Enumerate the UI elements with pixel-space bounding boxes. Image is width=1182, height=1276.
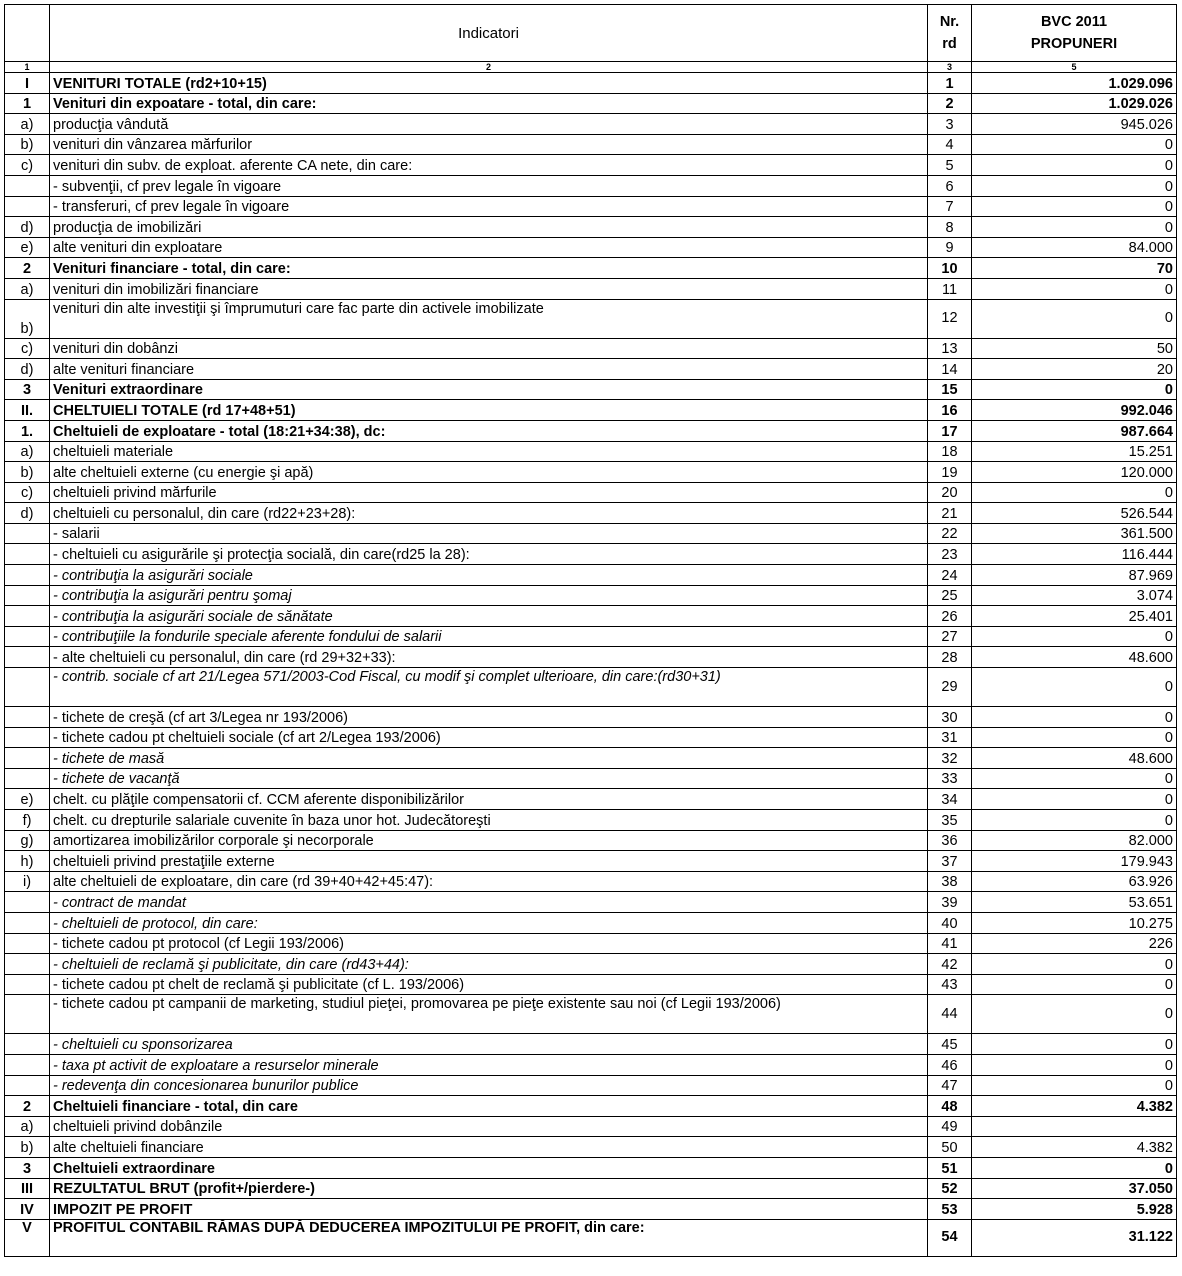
row-number: 35 (928, 810, 972, 831)
row-code: 1. (5, 420, 50, 441)
row-number: 36 (928, 830, 972, 851)
row-code: b) (5, 462, 50, 483)
row-code (5, 1075, 50, 1096)
table-row (5, 1137, 1177, 1158)
row-value: 20 (972, 359, 1177, 380)
row-indicator: - tichete cadou pt chelt de reclamă şi publicitate (cf L. 193/2006) (50, 974, 928, 995)
row-number: 2 (928, 93, 972, 114)
row-code (5, 175, 50, 196)
row-code: V (5, 1219, 50, 1256)
row-indicator: REZULTATUL BRUT (profit+/pierdere-) (50, 1178, 928, 1199)
row-number: 10 (928, 258, 972, 279)
row-indicator: cheltuieli privind prestaţiile externe (50, 851, 928, 872)
row-code: d) (5, 217, 50, 238)
row-code (5, 565, 50, 586)
row-code (5, 768, 50, 789)
row-number: 50 (928, 1137, 972, 1158)
row-indicator: amortizarea imobilizărilor corporale şi necorporale (50, 830, 928, 851)
row-code: a) (5, 1116, 50, 1137)
row-code (5, 727, 50, 748)
row-indicator: producţia vândută (50, 114, 928, 135)
row-number: 27 (928, 626, 972, 647)
row-indicator: - contribuţia la asigurări pentru şomaj (50, 585, 928, 606)
row-number: 18 (928, 441, 972, 462)
row-value: 120.000 (972, 462, 1177, 483)
row-value: 992.046 (972, 400, 1177, 421)
row-value: 48.600 (972, 748, 1177, 769)
header-nr-line1: Nr. (939, 14, 960, 30)
table-row (5, 217, 1177, 238)
column-number: 1 (5, 62, 50, 73)
row-value: 4.382 (972, 1096, 1177, 1117)
row-indicator: Cheltuieli extraordinare (50, 1157, 928, 1178)
row-value: 87.969 (972, 565, 1177, 586)
row-indicator: Venituri din expoatare - total, din care: (50, 93, 928, 114)
table-row (5, 93, 1177, 114)
row-value: 25.401 (972, 606, 1177, 627)
row-value: 0 (972, 175, 1177, 196)
row-code: I (5, 73, 50, 94)
row-number: 12 (928, 299, 972, 338)
table-row (5, 196, 1177, 217)
row-indicator: - contribuţia la asigurări sociale de sănătate (50, 606, 928, 627)
row-value: 10.275 (972, 912, 1177, 933)
row-code (5, 912, 50, 933)
row-code: 3 (5, 1157, 50, 1178)
row-indicator: cheltuieli privind mărfurile (50, 482, 928, 503)
header-bvc (972, 5, 1177, 62)
row-indicator: - contribuţia la asigurări sociale (50, 565, 928, 586)
row-value: 0 (972, 278, 1177, 299)
row-indicator: - tichete cadou pt cheltuieli sociale (cf art 2/Legea 193/2006) (50, 727, 928, 748)
row-code: c) (5, 338, 50, 359)
table-row (5, 258, 1177, 279)
row-indicator: - cheltuieli de protocol, din care: (50, 912, 928, 933)
row-value: 0 (972, 217, 1177, 238)
row-number: 51 (928, 1157, 972, 1178)
row-indicator: - cheltuieli de reclamă şi publicitate, din care (rd43+44): (50, 954, 928, 975)
table-row (5, 871, 1177, 892)
row-value: 0 (972, 1157, 1177, 1178)
row-value: 361.500 (972, 523, 1177, 544)
row-code: d) (5, 503, 50, 524)
row-number: 15 (928, 379, 972, 400)
table-row (5, 544, 1177, 565)
header-nr-rd (928, 5, 972, 62)
table-row (5, 585, 1177, 606)
row-value: 53.651 (972, 892, 1177, 913)
row-code: e) (5, 789, 50, 810)
row-value: 0 (972, 1034, 1177, 1055)
row-code: IV (5, 1199, 50, 1220)
row-code (5, 647, 50, 668)
row-number: 49 (928, 1116, 972, 1137)
table-row (5, 892, 1177, 913)
row-value (972, 1116, 1177, 1137)
row-indicator: - transferuri, cf prev legale în vigoare (50, 196, 928, 217)
table-row (5, 851, 1177, 872)
row-number: 23 (928, 544, 972, 565)
table-row (5, 1157, 1177, 1178)
row-code: 1 (5, 93, 50, 114)
row-indicator: - cheltuieli cu asigurările şi protecţia socială, din care(rd25 la 28): (50, 544, 928, 565)
row-value: 0 (972, 789, 1177, 810)
row-number: 16 (928, 400, 972, 421)
row-value: 70 (972, 258, 1177, 279)
row-number: 53 (928, 1199, 972, 1220)
row-number: 32 (928, 748, 972, 769)
table-row (5, 748, 1177, 769)
row-value: 37.050 (972, 1178, 1177, 1199)
row-value: 0 (972, 299, 1177, 338)
row-code: d) (5, 359, 50, 380)
row-value: 0 (972, 668, 1177, 707)
table-row (5, 830, 1177, 851)
row-indicator: Cheltuieli financiare - total, din care (50, 1096, 928, 1117)
row-indicator: producţia de imobilizări (50, 217, 928, 238)
row-value: 1.029.096 (972, 73, 1177, 94)
row-value: 0 (972, 134, 1177, 155)
row-value: 1.029.026 (972, 93, 1177, 114)
table-row (5, 810, 1177, 831)
row-code (5, 1054, 50, 1075)
row-indicator: - subvenţii, cf prev legale în vigoare (50, 175, 928, 196)
row-code (5, 626, 50, 647)
column-number-row (5, 62, 1177, 73)
row-number: 42 (928, 954, 972, 975)
row-indicator: Cheltuieli de exploatare - total (18:21+34:38), dc: (50, 420, 928, 441)
row-value: 0 (972, 768, 1177, 789)
row-number: 20 (928, 482, 972, 503)
table-row (5, 626, 1177, 647)
row-value: 0 (972, 707, 1177, 728)
row-number: 22 (928, 523, 972, 544)
row-number: 6 (928, 175, 972, 196)
table-row (5, 1116, 1177, 1137)
table-row (5, 1075, 1177, 1096)
row-number: 54 (928, 1219, 972, 1256)
row-code: 2 (5, 258, 50, 279)
row-number: 14 (928, 359, 972, 380)
row-number: 46 (928, 1054, 972, 1075)
row-indicator: - salarii (50, 523, 928, 544)
row-number: 43 (928, 974, 972, 995)
row-number: 9 (928, 237, 972, 258)
row-indicator: - cheltuieli cu sponsorizarea (50, 1034, 928, 1055)
row-indicator: venituri din imobilizări financiare (50, 278, 928, 299)
row-number: 41 (928, 933, 972, 954)
row-indicator: - contribuţiile la fondurile speciale aferente fondului de salarii (50, 626, 928, 647)
row-number: 8 (928, 217, 972, 238)
table-row (5, 933, 1177, 954)
table-row (5, 954, 1177, 975)
row-value: 63.926 (972, 871, 1177, 892)
row-indicator: Venituri financiare - total, din care: (50, 258, 928, 279)
column-number: 2 (50, 62, 928, 73)
row-indicator: - tichete cadou pt campanii de marketing, studiul pieţei, promovarea pe pieţe existente sau noi (cf Legii 193/2006) (50, 995, 928, 1034)
row-code (5, 544, 50, 565)
row-number: 31 (928, 727, 972, 748)
table-row (5, 707, 1177, 728)
header-code-cell (5, 5, 50, 62)
row-number: 5 (928, 155, 972, 176)
row-number: 11 (928, 278, 972, 299)
row-number: 30 (928, 707, 972, 728)
row-value: 0 (972, 974, 1177, 995)
row-code: c) (5, 482, 50, 503)
row-indicator: - alte cheltuieli cu personalul, din care (rd 29+32+33): (50, 647, 928, 668)
row-indicator: - contract de mandat (50, 892, 928, 913)
row-number: 3 (928, 114, 972, 135)
row-value: 0 (972, 995, 1177, 1034)
row-value: 50 (972, 338, 1177, 359)
row-value: 31.122 (972, 1219, 1177, 1256)
row-code: III (5, 1178, 50, 1199)
row-indicator: - contrib. sociale cf art 21/Legea 571/2003-Cod Fiscal, cu modif şi complet ulterioare, din care:(rd30+31) (50, 668, 928, 707)
row-value: 48.600 (972, 647, 1177, 668)
table-row (5, 668, 1177, 707)
row-code: a) (5, 114, 50, 135)
row-code: f) (5, 810, 50, 831)
row-indicator: cheltuieli materiale (50, 441, 928, 462)
row-indicator: - tichete de creşă (cf art 3/Legea nr 193/2006) (50, 707, 928, 728)
row-value: 5.928 (972, 1199, 1177, 1220)
row-number: 37 (928, 851, 972, 872)
row-number: 17 (928, 420, 972, 441)
table-row (5, 565, 1177, 586)
row-indicator: Venituri extraordinare (50, 379, 928, 400)
column-number: 3 (928, 62, 972, 73)
table-row (5, 278, 1177, 299)
row-code: b) (5, 299, 50, 338)
row-indicator: - tichete cadou pt protocol (cf Legii 193/2006) (50, 933, 928, 954)
row-code (5, 606, 50, 627)
row-indicator: alte venituri financiare (50, 359, 928, 380)
table-row (5, 420, 1177, 441)
row-value: 0 (972, 954, 1177, 975)
row-indicator: alte venituri din exploatare (50, 237, 928, 258)
row-number: 48 (928, 1096, 972, 1117)
column-number: 5 (972, 62, 1177, 73)
row-value: 116.444 (972, 544, 1177, 565)
table-row (5, 359, 1177, 380)
row-code: e) (5, 237, 50, 258)
row-code (5, 1034, 50, 1055)
row-code: c) (5, 155, 50, 176)
row-code (5, 748, 50, 769)
row-number: 34 (928, 789, 972, 810)
table-row (5, 1219, 1177, 1256)
row-value: 987.664 (972, 420, 1177, 441)
row-indicator: chelt. cu plăţile compensatorii cf. CCM aferente disponibilizărilor (50, 789, 928, 810)
row-code (5, 668, 50, 707)
row-code: 2 (5, 1096, 50, 1117)
row-value: 4.382 (972, 1137, 1177, 1158)
table-row (5, 912, 1177, 933)
table-row (5, 995, 1177, 1034)
row-code: i) (5, 871, 50, 892)
table-row (5, 155, 1177, 176)
table-row (5, 647, 1177, 668)
table-row (5, 1054, 1177, 1075)
table-row (5, 789, 1177, 810)
row-value: 15.251 (972, 441, 1177, 462)
row-value: 0 (972, 1054, 1177, 1075)
row-indicator: IMPOZIT PE PROFIT (50, 1199, 928, 1220)
row-number: 38 (928, 871, 972, 892)
row-indicator: chelt. cu drepturile salariale cuvenite în baza unor hot. Judecătoreşti (50, 810, 928, 831)
row-number: 24 (928, 565, 972, 586)
row-value: 0 (972, 810, 1177, 831)
row-number: 19 (928, 462, 972, 483)
row-code (5, 974, 50, 995)
row-number: 21 (928, 503, 972, 524)
row-indicator: cheltuieli cu personalul, din care (rd22+23+28): (50, 503, 928, 524)
table-row (5, 768, 1177, 789)
row-code (5, 933, 50, 954)
table-row (5, 441, 1177, 462)
table-row (5, 237, 1177, 258)
row-indicator: - tichete de masă (50, 748, 928, 769)
row-value: 82.000 (972, 830, 1177, 851)
row-number: 39 (928, 892, 972, 913)
table-row (5, 503, 1177, 524)
row-number: 4 (928, 134, 972, 155)
row-code: b) (5, 1137, 50, 1158)
row-code (5, 523, 50, 544)
row-number: 40 (928, 912, 972, 933)
row-indicator: - taxa pt activit de exploatare a resurselor minerale (50, 1054, 928, 1075)
table-row (5, 175, 1177, 196)
row-value: 0 (972, 482, 1177, 503)
row-number: 44 (928, 995, 972, 1034)
row-code (5, 707, 50, 728)
table-row (5, 134, 1177, 155)
header-nr-line2: rd (942, 36, 957, 52)
row-indicator: CHELTUIELI TOTALE (rd 17+48+51) (50, 400, 928, 421)
row-value: 3.074 (972, 585, 1177, 606)
row-value: 84.000 (972, 237, 1177, 258)
row-indicator: VENITURI TOTALE (rd2+10+15) (50, 73, 928, 94)
table-row (5, 338, 1177, 359)
header-row (5, 5, 1177, 62)
header-bvc-line1: BVC 2011 (1040, 14, 1108, 30)
row-indicator: alte cheltuieli de exploatare, din care (rd 39+40+42+45:47): (50, 871, 928, 892)
row-value: 226 (972, 933, 1177, 954)
row-number: 45 (928, 1034, 972, 1055)
row-code: II. (5, 400, 50, 421)
row-indicator: venituri din subv. de exploat. aferente CA nete, din care: (50, 155, 928, 176)
row-code (5, 196, 50, 217)
row-number: 33 (928, 768, 972, 789)
row-number: 1 (928, 73, 972, 94)
row-number: 28 (928, 647, 972, 668)
table-row (5, 1034, 1177, 1055)
row-code: g) (5, 830, 50, 851)
table-row (5, 1199, 1177, 1220)
row-code: a) (5, 278, 50, 299)
table-row (5, 974, 1177, 995)
row-indicator: cheltuieli privind dobânzile (50, 1116, 928, 1137)
row-code (5, 995, 50, 1034)
row-value: 0 (972, 196, 1177, 217)
table-row (5, 606, 1177, 627)
table-row (5, 482, 1177, 503)
table-row (5, 523, 1177, 544)
row-value: 0 (972, 1075, 1177, 1096)
row-indicator: venituri din vânzarea mărfurilor (50, 134, 928, 155)
header-indicatori: Indicatori (50, 5, 928, 62)
row-code (5, 585, 50, 606)
row-value: 945.026 (972, 114, 1177, 135)
row-number: 7 (928, 196, 972, 217)
table-row (5, 379, 1177, 400)
row-number: 47 (928, 1075, 972, 1096)
row-indicator: - tichete de vacanţă (50, 768, 928, 789)
row-code: b) (5, 134, 50, 155)
row-code: 3 (5, 379, 50, 400)
table-row (5, 1096, 1177, 1117)
row-value: 0 (972, 155, 1177, 176)
row-code (5, 892, 50, 913)
row-value: 0 (972, 727, 1177, 748)
row-indicator: - redevenţa din concesionarea bunurilor publice (50, 1075, 928, 1096)
row-number: 26 (928, 606, 972, 627)
row-value: 0 (972, 626, 1177, 647)
row-number: 29 (928, 668, 972, 707)
row-indicator: venituri din alte investiţii şi împrumuturi care fac parte din activele imobilizate (50, 299, 928, 338)
table-row (5, 299, 1177, 338)
row-value: 526.544 (972, 503, 1177, 524)
table-row (5, 114, 1177, 135)
header-bvc-line2: PROPUNERI (1030, 36, 1118, 52)
table-row (5, 73, 1177, 94)
budget-table (4, 4, 1177, 1257)
row-number: 52 (928, 1178, 972, 1199)
row-value: 179.943 (972, 851, 1177, 872)
row-indicator: alte cheltuieli financiare (50, 1137, 928, 1158)
row-number: 13 (928, 338, 972, 359)
row-indicator: venituri din dobânzi (50, 338, 928, 359)
row-value: 0 (972, 379, 1177, 400)
table-row (5, 400, 1177, 421)
row-number: 25 (928, 585, 972, 606)
row-indicator: alte cheltuieli externe (cu energie şi apă) (50, 462, 928, 483)
table-row (5, 727, 1177, 748)
row-code (5, 954, 50, 975)
table-row (5, 1178, 1177, 1199)
row-code: h) (5, 851, 50, 872)
row-code: a) (5, 441, 50, 462)
row-indicator: PROFITUL CONTABIL RĂMAS DUPĂ DEDUCEREA IMPOZITULUI PE PROFIT, din care: (50, 1219, 928, 1256)
table-row (5, 462, 1177, 483)
